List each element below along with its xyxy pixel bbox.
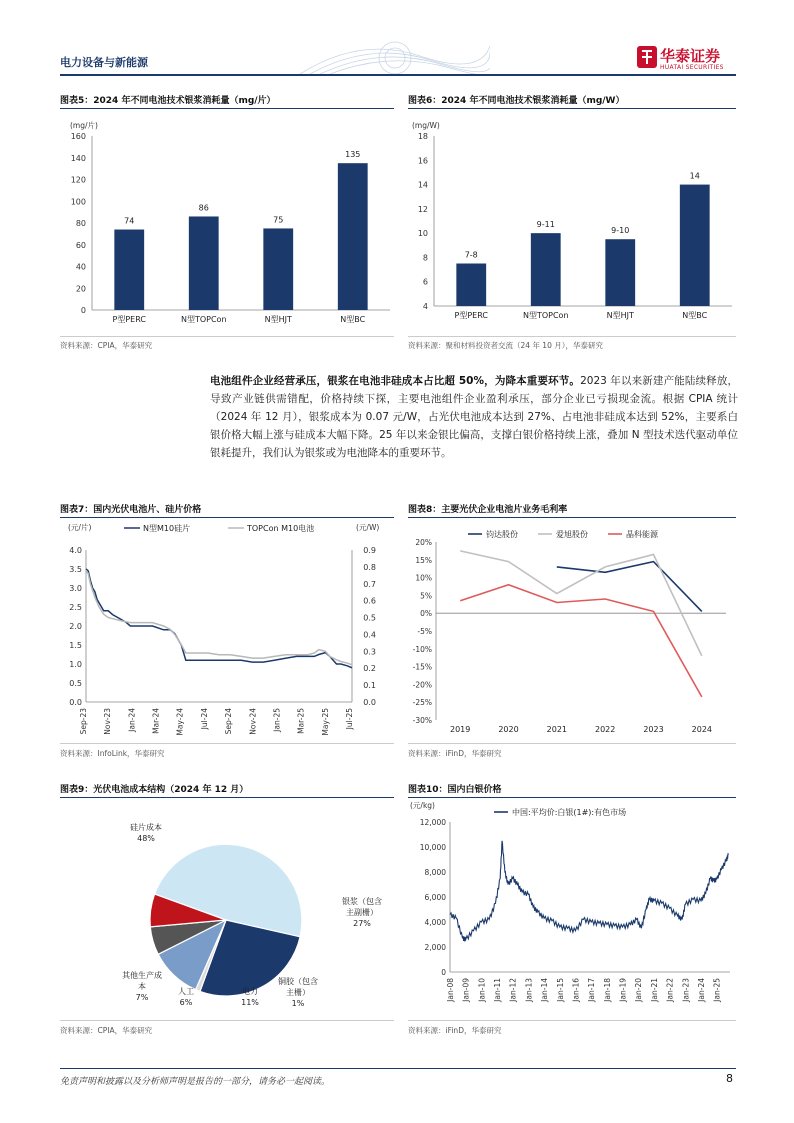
fig5-data-label-3: 135 bbox=[345, 150, 361, 160]
brand-name: 华泰证券 bbox=[660, 47, 721, 65]
fig7-right-ytick-1: 0.1 bbox=[363, 681, 376, 691]
fig8-chart bbox=[408, 520, 736, 740]
fig10-ytick-2: 4,000 bbox=[424, 918, 446, 927]
fig10-xtick-13: Jan-21 bbox=[649, 978, 659, 1002]
fig7-xtick-1: Nov-23 bbox=[103, 708, 113, 735]
fig10-ytick-4: 8,000 bbox=[424, 868, 446, 877]
fig9-label-silicon-0: 硅片成本 bbox=[130, 823, 162, 832]
fig7-right-ytick-8: 0.8 bbox=[363, 562, 376, 572]
footer-disclaimer: 免责声明和披露以及分析师声明是报告的一部分，请务必一起阅读。 bbox=[60, 1077, 331, 1087]
fig9-label-other-1: 本 bbox=[138, 982, 146, 991]
fig9-source: 资料来源：CPIA，华泰研究 bbox=[60, 1026, 153, 1035]
fig7-xtick-8: Jan-25 bbox=[272, 708, 282, 732]
fig10-xtick-2: Jan-10 bbox=[477, 978, 487, 1002]
fig7-xtick-9: Mar-25 bbox=[296, 708, 306, 734]
fig5-source: 资料来源：CPIA，华泰研究 bbox=[60, 341, 153, 350]
fig7-xtick-0: Sep-23 bbox=[79, 708, 88, 735]
fig8-series-line-2 bbox=[460, 585, 702, 697]
fig5-bar-0 bbox=[114, 230, 144, 310]
fig8-ytick-2: 10% bbox=[415, 573, 432, 583]
fig9-label-other-2: 7% bbox=[135, 993, 149, 1002]
fig8-xtick-3: 2022 bbox=[594, 725, 616, 734]
fig9-label-labor-0: 人工 bbox=[178, 987, 194, 996]
fig7-xtick-3: Mar-24 bbox=[151, 708, 161, 734]
fig5-bar-3 bbox=[338, 163, 368, 310]
fig10-xtick-8: Jan-16 bbox=[571, 978, 581, 1002]
fig7-left-ytick-7: 3.5 bbox=[69, 565, 82, 574]
fig10-xtick-17: Jan-25 bbox=[712, 978, 722, 1002]
fig10-ytick-0: 0 bbox=[441, 968, 446, 977]
fig7-left-ytick-4: 2.0 bbox=[69, 622, 82, 631]
fig8-ytick-4: 0% bbox=[420, 609, 432, 619]
fig8-xtick-2: 2021 bbox=[546, 725, 568, 734]
fig6-ytick-4: 12 bbox=[417, 204, 428, 214]
fig9-label-labor-1: 6% bbox=[179, 998, 193, 1007]
fig5-bar-1 bbox=[189, 216, 219, 310]
fig8-ytick-1: 15% bbox=[415, 555, 432, 565]
fig6-xtick-1: N型TOPCon bbox=[522, 311, 569, 320]
fig5-data-label-0: 74 bbox=[124, 216, 135, 226]
fig9-label-silver-0: 银浆（包含 bbox=[342, 897, 382, 906]
fig7-right-ytick-2: 0.2 bbox=[363, 664, 376, 674]
body-bold-lead: 电池组件企业经营承压，银浆在电池非硅成本占比超 50%，为降本重要环节。 bbox=[210, 375, 581, 387]
fig10-xtick-12: Jan-20 bbox=[634, 978, 644, 1002]
fig5-xtick-0: P型PERC bbox=[112, 315, 146, 324]
fig10-xtick-1: Jan-09 bbox=[461, 978, 471, 1002]
fig9-label-silver-1: 主副栅） bbox=[346, 908, 378, 917]
fig6-y-unit: (mg/W) bbox=[412, 121, 440, 130]
fig5-ytick-6: 120 bbox=[70, 175, 86, 185]
fig8-ytick-3: 5% bbox=[420, 591, 432, 601]
fig6-ytick-5: 14 bbox=[417, 180, 428, 190]
fig10-ytick-3: 6,000 bbox=[424, 893, 446, 902]
fig6-ytick-0: 4 bbox=[422, 302, 428, 311]
fig8-legend-label-1: 爱旭股份 bbox=[556, 530, 588, 539]
fig10-ytick-5: 10,000 bbox=[419, 843, 446, 852]
fig10-xtick-6: Jan-14 bbox=[540, 978, 550, 1002]
fig10-xtick-16: Jan-24 bbox=[696, 978, 706, 1002]
body-text: 2023 年以来新建产能陆续释放，导致产业链供需错配，价格持续下探，主要电池组件企业盈利承压，部分企业已亏损现金流。根据 CPIA 统计（2024 年 12 月），银浆成本为 0.07 元/W，占光伏电池成本达到 27%、占电池非硅成本达到 52%，主要系白银价格大幅上涨与硅成本大幅下降。25 年以来金银比偏高，支撑白银价格持续上涨，叠加 N 型技术迭代驱动单位银耗提升，我们认为银浆或为电池降本的重要环节。 bbox=[210, 375, 738, 459]
fig5-chart bbox=[60, 112, 394, 332]
fig5-bottom-rule bbox=[60, 336, 394, 337]
fig7-chart bbox=[60, 520, 394, 740]
fig8-title-rule bbox=[408, 517, 736, 518]
fig8-source: 资料来源：iFinD，华泰研究 bbox=[408, 749, 502, 758]
fig7-xtick-11: Jul-25 bbox=[345, 708, 354, 730]
header-divider bbox=[60, 74, 736, 76]
fig8-ytick-0: 20% bbox=[415, 538, 432, 547]
fig6-bottom-rule bbox=[408, 336, 736, 337]
fig5-ytick-4: 80 bbox=[75, 219, 86, 228]
fig6-data-label-0: 7-8 bbox=[464, 250, 478, 260]
fig6-data-label-3: 14 bbox=[689, 171, 700, 181]
fig10-xtick-14: Jan-22 bbox=[665, 978, 675, 1002]
fig7-left-unit: (元/片) bbox=[68, 523, 92, 532]
fig9-label-copper-2: 1% bbox=[291, 999, 305, 1008]
fig8-bottom-rule bbox=[408, 743, 736, 744]
fig5-ytick-8: 160 bbox=[70, 132, 86, 141]
fig8-ytick-10: -30% bbox=[412, 716, 432, 725]
fig6-data-label-2: 9-10 bbox=[611, 226, 630, 236]
fig7-xtick-10: May-25 bbox=[320, 708, 330, 736]
fig8-series-line-0 bbox=[557, 562, 702, 612]
fig6-ytick-2: 8 bbox=[422, 253, 428, 263]
fig10-title-rule bbox=[408, 797, 736, 798]
fig9-title-rule bbox=[60, 797, 394, 798]
fig6-bar-1 bbox=[531, 233, 561, 306]
fig6-bar-2 bbox=[605, 239, 635, 306]
fig6-title: 图表6：2024 年不同电池技术银浆消耗量（mg/W） bbox=[408, 96, 625, 106]
fig10-xtick-5: Jan-13 bbox=[524, 978, 534, 1002]
fig9-label-power-0: 电力 bbox=[242, 987, 258, 996]
fig10-xtick-0: Jan-08 bbox=[446, 978, 455, 1002]
fig7-source: 资料来源：InfoLink，华泰研究 bbox=[60, 749, 165, 758]
fig8-xtick-5: 2024 bbox=[691, 725, 713, 734]
fig9-label-copper-1: 主栅） bbox=[286, 988, 310, 997]
fig5-bar-2 bbox=[263, 228, 293, 310]
fig5-ytick-5: 100 bbox=[70, 197, 86, 207]
fig7-xtick-4: May-24 bbox=[175, 708, 185, 736]
fig8-ytick-6: -10% bbox=[412, 644, 432, 654]
footer-divider bbox=[60, 1068, 736, 1069]
fig5-data-label-2: 75 bbox=[273, 215, 284, 225]
fig8-ytick-9: -25% bbox=[412, 698, 432, 708]
fig6-source: 资料来源：聚和材料投资者交流（24 年 10 月），华泰研究 bbox=[408, 341, 603, 350]
fig6-ytick-6: 16 bbox=[417, 156, 428, 166]
fig5-ytick-3: 60 bbox=[75, 240, 86, 250]
fig7-left-ytick-8: 4.0 bbox=[69, 546, 82, 555]
fig5-y-unit: (mg/片) bbox=[70, 121, 98, 130]
fig7-xtick-7: Nov-24 bbox=[248, 708, 258, 735]
section-title: 电力设备与新能源 bbox=[60, 56, 148, 69]
fig6-chart bbox=[408, 112, 736, 332]
fig10-xtick-15: Jan-23 bbox=[681, 978, 691, 1002]
fig7-legend-label-0: N型M10硅片 bbox=[143, 524, 191, 533]
fig5-ytick-2: 40 bbox=[75, 262, 86, 272]
fig10-xtick-4: Jan-12 bbox=[508, 978, 518, 1002]
fig7-xtick-6: Sep-24 bbox=[224, 708, 234, 735]
fig8-legend-label-2: 晶科能源 bbox=[626, 530, 658, 539]
body-paragraph bbox=[210, 372, 738, 462]
fig10-chart bbox=[408, 800, 736, 1018]
fig9-title: 图表9：光伏电池成本结构（2024 年 12 月） bbox=[60, 785, 249, 795]
fig7-right-ytick-3: 0.3 bbox=[363, 647, 376, 657]
fig6-data-label-1: 9-11 bbox=[536, 220, 555, 230]
fig7-xtick-5: Jul-24 bbox=[199, 708, 209, 730]
fig5-xtick-2: N型HJT bbox=[264, 315, 292, 324]
page-number: 8 bbox=[726, 1072, 733, 1085]
fig10-series-line-0 bbox=[450, 841, 728, 942]
fig9-label-silver-2: 27% bbox=[353, 919, 371, 928]
fig7-xtick-2: Jan-24 bbox=[127, 708, 137, 732]
fig6-title-rule bbox=[408, 108, 736, 109]
fig7-right-ytick-6: 0.6 bbox=[363, 596, 376, 606]
fig8-legend-label-0: 钧达股份 bbox=[486, 530, 518, 539]
fig10-title: 图表10：国内白银价格 bbox=[408, 785, 502, 795]
fig6-ytick-7: 18 bbox=[417, 132, 428, 141]
fig5-data-label-1: 86 bbox=[198, 203, 209, 213]
fig10-ytick-6: 12,000 bbox=[419, 818, 446, 827]
fig9-label-other-0: 其他生产成 bbox=[122, 971, 162, 980]
fig5-title: 图表5：2024 年不同电池技术银浆消耗量（mg/片） bbox=[60, 96, 276, 106]
fig6-bar-3 bbox=[680, 185, 710, 306]
fig7-right-ytick-7: 0.7 bbox=[363, 579, 376, 589]
fig7-right-ytick-0: 0.0 bbox=[363, 698, 376, 707]
fig8-ytick-5: -5% bbox=[417, 627, 432, 636]
fig10-xtick-11: Jan-19 bbox=[618, 978, 628, 1002]
fig5-xtick-1: N型TOPCon bbox=[180, 315, 227, 324]
fig8-ytick-7: -15% bbox=[412, 662, 432, 672]
header-decoration bbox=[300, 36, 490, 76]
fig10-xtick-3: Jan-11 bbox=[493, 978, 503, 1002]
fig6-ytick-3: 10 bbox=[417, 229, 428, 239]
fig7-left-ytick-2: 1.0 bbox=[69, 660, 82, 669]
fig5-xtick-3: N型BC bbox=[340, 315, 366, 324]
fig7-right-ytick-5: 0.5 bbox=[363, 613, 376, 623]
fig7-left-ytick-0: 0.0 bbox=[69, 698, 82, 707]
fig7-left-ytick-6: 3.0 bbox=[69, 584, 82, 593]
fig8-series-line-1 bbox=[460, 551, 702, 656]
fig9-label-silicon-1: 48% bbox=[137, 834, 155, 843]
fig9-label-power-1: 11% bbox=[241, 998, 259, 1007]
fig8-title: 图表8：主要光伏企业电池片业务毛利率 bbox=[408, 505, 568, 515]
fig6-xtick-3: N型BC bbox=[682, 311, 708, 320]
fig5-ytick-7: 140 bbox=[70, 153, 86, 163]
fig9-chart bbox=[60, 800, 394, 1018]
fig7-right-ytick-4: 0.4 bbox=[363, 630, 376, 640]
fig7-left-ytick-3: 1.5 bbox=[69, 641, 82, 650]
fig10-y-unit: (元/kg) bbox=[410, 801, 435, 810]
fig7-series-line-1 bbox=[86, 570, 352, 665]
fig8-ytick-8: -20% bbox=[412, 680, 432, 690]
fig7-bottom-rule bbox=[60, 743, 394, 744]
fig6-xtick-0: P型PERC bbox=[454, 311, 488, 320]
fig7-right-unit: (元/W) bbox=[356, 523, 380, 532]
fig10-legend-label-0: 中国:平均价:白银(1#):有色市场 bbox=[512, 808, 627, 817]
fig5-ytick-1: 20 bbox=[75, 284, 86, 294]
fig9-label-copper-0: 铜胶（包含 bbox=[278, 977, 318, 986]
fig6-ytick-1: 6 bbox=[422, 277, 428, 287]
fig9-bottom-rule bbox=[60, 1020, 394, 1021]
fig8-xtick-1: 2020 bbox=[498, 725, 519, 734]
fig10-xtick-10: Jan-18 bbox=[602, 978, 612, 1002]
fig10-xtick-7: Jan-15 bbox=[555, 978, 565, 1002]
fig7-left-ytick-1: 0.5 bbox=[69, 679, 82, 688]
fig7-legend-label-1: TOPCon M10电池 bbox=[247, 524, 315, 533]
fig10-source: 资料来源：iFinD，华泰研究 bbox=[408, 1026, 502, 1035]
fig5-title-rule bbox=[60, 108, 394, 109]
huatai-logo-icon bbox=[636, 44, 658, 70]
fig7-title-rule bbox=[60, 517, 394, 518]
fig7-right-ytick-9: 0.9 bbox=[363, 546, 376, 555]
fig8-xtick-4: 2023 bbox=[643, 725, 664, 734]
fig7-left-ytick-5: 2.5 bbox=[69, 603, 82, 612]
fig8-xtick-0: 2019 bbox=[449, 725, 471, 734]
fig5-ytick-0: 0 bbox=[80, 306, 86, 315]
brand-name-en: HUATAI SECURITIES bbox=[660, 64, 724, 71]
fig6-bar-0 bbox=[456, 264, 486, 307]
fig10-ytick-1: 2,000 bbox=[424, 943, 446, 952]
fig10-xtick-9: Jan-17 bbox=[587, 978, 597, 1002]
fig10-bottom-rule bbox=[408, 1020, 736, 1021]
fig7-title: 图表7：国内光伏电池片、硅片价格 bbox=[60, 505, 202, 515]
fig6-xtick-2: N型HJT bbox=[606, 311, 634, 320]
